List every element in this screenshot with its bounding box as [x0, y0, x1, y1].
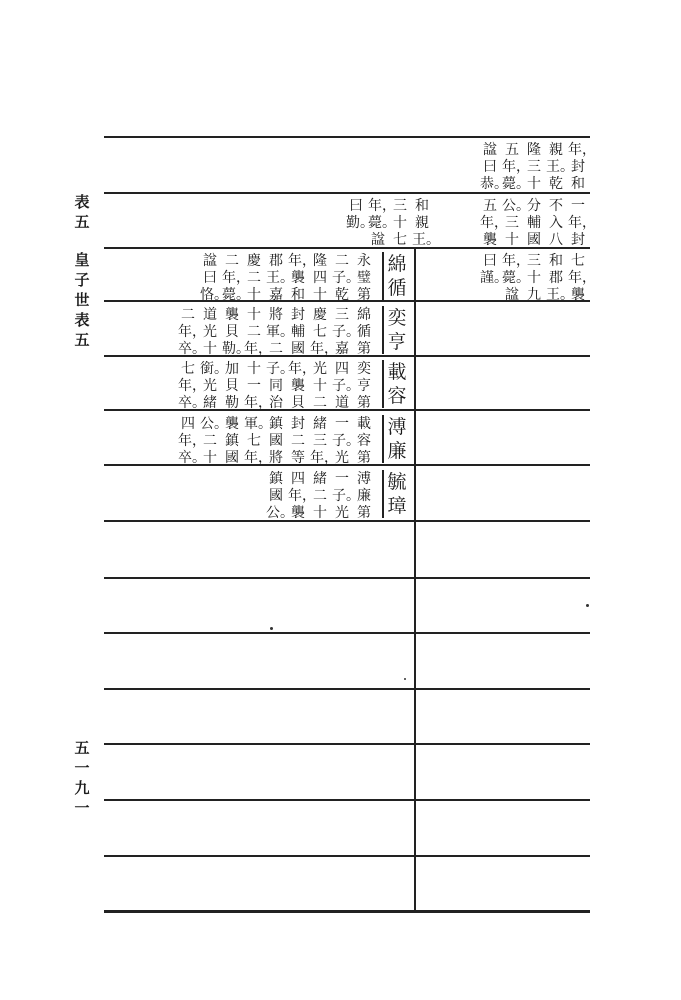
text-column: 年，薨。諡	[368, 198, 396, 248]
page-number: 五一九一	[74, 739, 90, 817]
text-column: 慶二十	[247, 253, 261, 303]
text-column: 曰謹。	[480, 253, 508, 286]
text-column: 緒三年，	[310, 416, 338, 466]
text-column: 諡曰恭。	[480, 142, 508, 192]
text-column: 四子。道	[332, 361, 360, 411]
entry-name: 溥廉	[382, 415, 410, 463]
text-column: 七年，襲	[568, 253, 596, 303]
text-column: 襲鎮國	[225, 416, 239, 466]
text-column: 和親王。	[412, 198, 440, 248]
text-column: 加貝勒	[225, 361, 239, 411]
right-cell-1	[438, 142, 596, 193]
entry-name: 毓璋	[382, 470, 410, 518]
section-label: 皇子世表五	[74, 251, 90, 349]
right-cell-2	[438, 198, 596, 249]
text-column: 襲貝勒。	[222, 307, 250, 357]
print-speck	[404, 678, 406, 680]
text-column: 二子。乾	[332, 253, 360, 303]
text-column: 封二等	[291, 416, 305, 466]
text-column: 七年，卒。	[178, 361, 206, 411]
text-column: 公。三十	[502, 198, 530, 248]
text-column: 四年，襲	[288, 471, 316, 521]
text-column: 鎮國將	[269, 416, 283, 466]
text-column: 十二年，	[244, 307, 272, 357]
text-column: 奕亨第	[357, 361, 371, 411]
column-divider	[414, 247, 416, 911]
text-column: 三十七	[393, 198, 407, 248]
text-column: 三十九	[527, 253, 541, 303]
rule-row-13	[104, 855, 590, 857]
right-cell-3	[438, 253, 596, 304]
text-column: 三子。嘉	[332, 307, 360, 357]
text-column: 諡曰恪。	[200, 253, 228, 303]
text-column: 年，襲和	[288, 253, 316, 303]
entry-name: 載容	[382, 360, 410, 408]
entry-text	[108, 416, 374, 467]
text-column: 道光十	[203, 307, 217, 357]
entry-name: 綿循	[382, 252, 410, 300]
text-column: 公。二十	[200, 416, 228, 466]
text-column: 年，襲貝	[288, 361, 316, 411]
text-column: 軍。七年，	[244, 416, 272, 466]
entry-text	[138, 253, 374, 304]
rule-row-10	[104, 688, 590, 690]
text-column: 光十二	[313, 361, 327, 411]
text-column: 隆四十	[313, 253, 327, 303]
entry-text	[228, 471, 374, 522]
text-column: 曰勤。	[346, 198, 374, 231]
text-column: 子。同治	[266, 361, 294, 411]
text-column: 封輔國	[291, 307, 305, 357]
text-column: 綿循第	[357, 307, 371, 357]
rule-row-12	[104, 799, 590, 801]
text-column: 慶七年，	[310, 307, 338, 357]
text-column: 鎮國公。	[266, 471, 294, 521]
entry-name: 奕亨	[382, 306, 410, 354]
text-column: 郡王。嘉	[266, 253, 294, 303]
rule-bottom	[104, 910, 590, 913]
text-column: 不入八	[549, 198, 563, 248]
rule-row-9	[104, 632, 590, 634]
text-column: 緒二十	[313, 471, 327, 521]
text-column: 二年，卒。	[178, 307, 206, 357]
entry-text	[108, 361, 374, 412]
print-speck	[270, 627, 273, 630]
text-column: 十一年，	[244, 361, 272, 411]
text-column: 銜。光緒	[200, 361, 228, 411]
rule-top	[104, 136, 590, 138]
text-column: 四年，卒。	[178, 416, 206, 466]
text-column: 五年，薨。	[502, 142, 530, 192]
text-column: 五年，襲	[480, 198, 508, 248]
text-column: 分輔國	[527, 198, 541, 248]
upper-row-cell	[312, 198, 440, 249]
rule-row-11	[104, 743, 590, 745]
text-column: 一子。光	[332, 471, 360, 521]
text-column: 年，薨。諡	[502, 253, 530, 303]
print-speck	[586, 604, 589, 607]
text-column: 將軍。二	[266, 307, 294, 357]
text-column: 二年，薨。	[222, 253, 250, 303]
text-column: 和郡王。	[546, 253, 574, 303]
text-column: 年，封和	[568, 142, 596, 192]
text-column: 一子。光	[332, 416, 360, 466]
rule-row-8	[104, 577, 590, 579]
text-column: 一年，封	[568, 198, 596, 248]
text-column: 載容第	[357, 416, 371, 466]
text-column: 隆三十	[527, 142, 541, 192]
text-column: 永璧第	[357, 253, 371, 303]
entry-text	[108, 307, 374, 358]
text-column: 親王。乾	[546, 142, 574, 192]
text-column: 溥廉第	[357, 471, 371, 521]
table-label: 表五	[74, 193, 90, 231]
